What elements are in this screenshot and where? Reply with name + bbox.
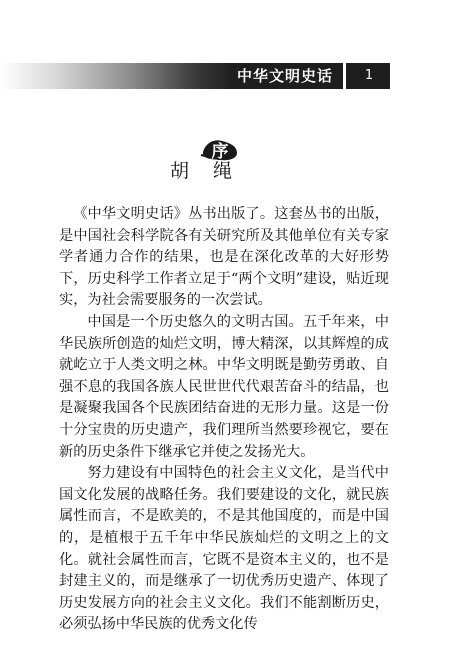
paragraph: 中国是一个历史悠久的文明古国。五千年来，中华民族所创造的灿烂文明，博大精深，以其辉煌的成就屹立于人类文明之林。中华文明既是勤劳勇敢、自强不息的我国各族人民世世代代艰苦奋斗的结晶，也是凝聚我国各个民族团结奋进的无形力量。这是一份十分宝贵的历史遗产，我们理所当然要珍视它，要在新的历史条件下继承它并使之发扬光大。 <box>59 313 389 460</box>
running-header-title: 中华文明史话 <box>236 67 333 85</box>
author-name: 胡绳 <box>170 160 257 182</box>
paragraph: 努力建设有中国特色的社会主义文化，是当代中国文化发展的战略任务。我们要建设的文化，就民族属性而言，不是欧美的，不是其他国度的，而是中国的，是植根于五千年中华民族灿烂的文明之上的文化。就社会属性而言，它既不是资本主义的，也不是封建主义的，而是继承了一切优秀历史遗产、体现了历史发展方向的社会主义文化。我们不能割断历史，必须弘扬中华民族的优秀文化传 <box>59 465 389 633</box>
paragraph: 《中华文明史话》丛书出版了。这套丛书的出版，是中国社会科学院各有关研究所及其他单位有关专家学者通力合作的结果，也是在深化改革的大好形势下，历史科学工作者立足于“两个文明”建设，贴近现实，为社会需要服务的一次尝试。 <box>59 206 389 309</box>
preface-body <box>59 204 389 636</box>
header-divider <box>343 63 346 89</box>
preface-title-char: 序 <box>211 142 229 162</box>
page-number: 1 <box>364 68 374 83</box>
